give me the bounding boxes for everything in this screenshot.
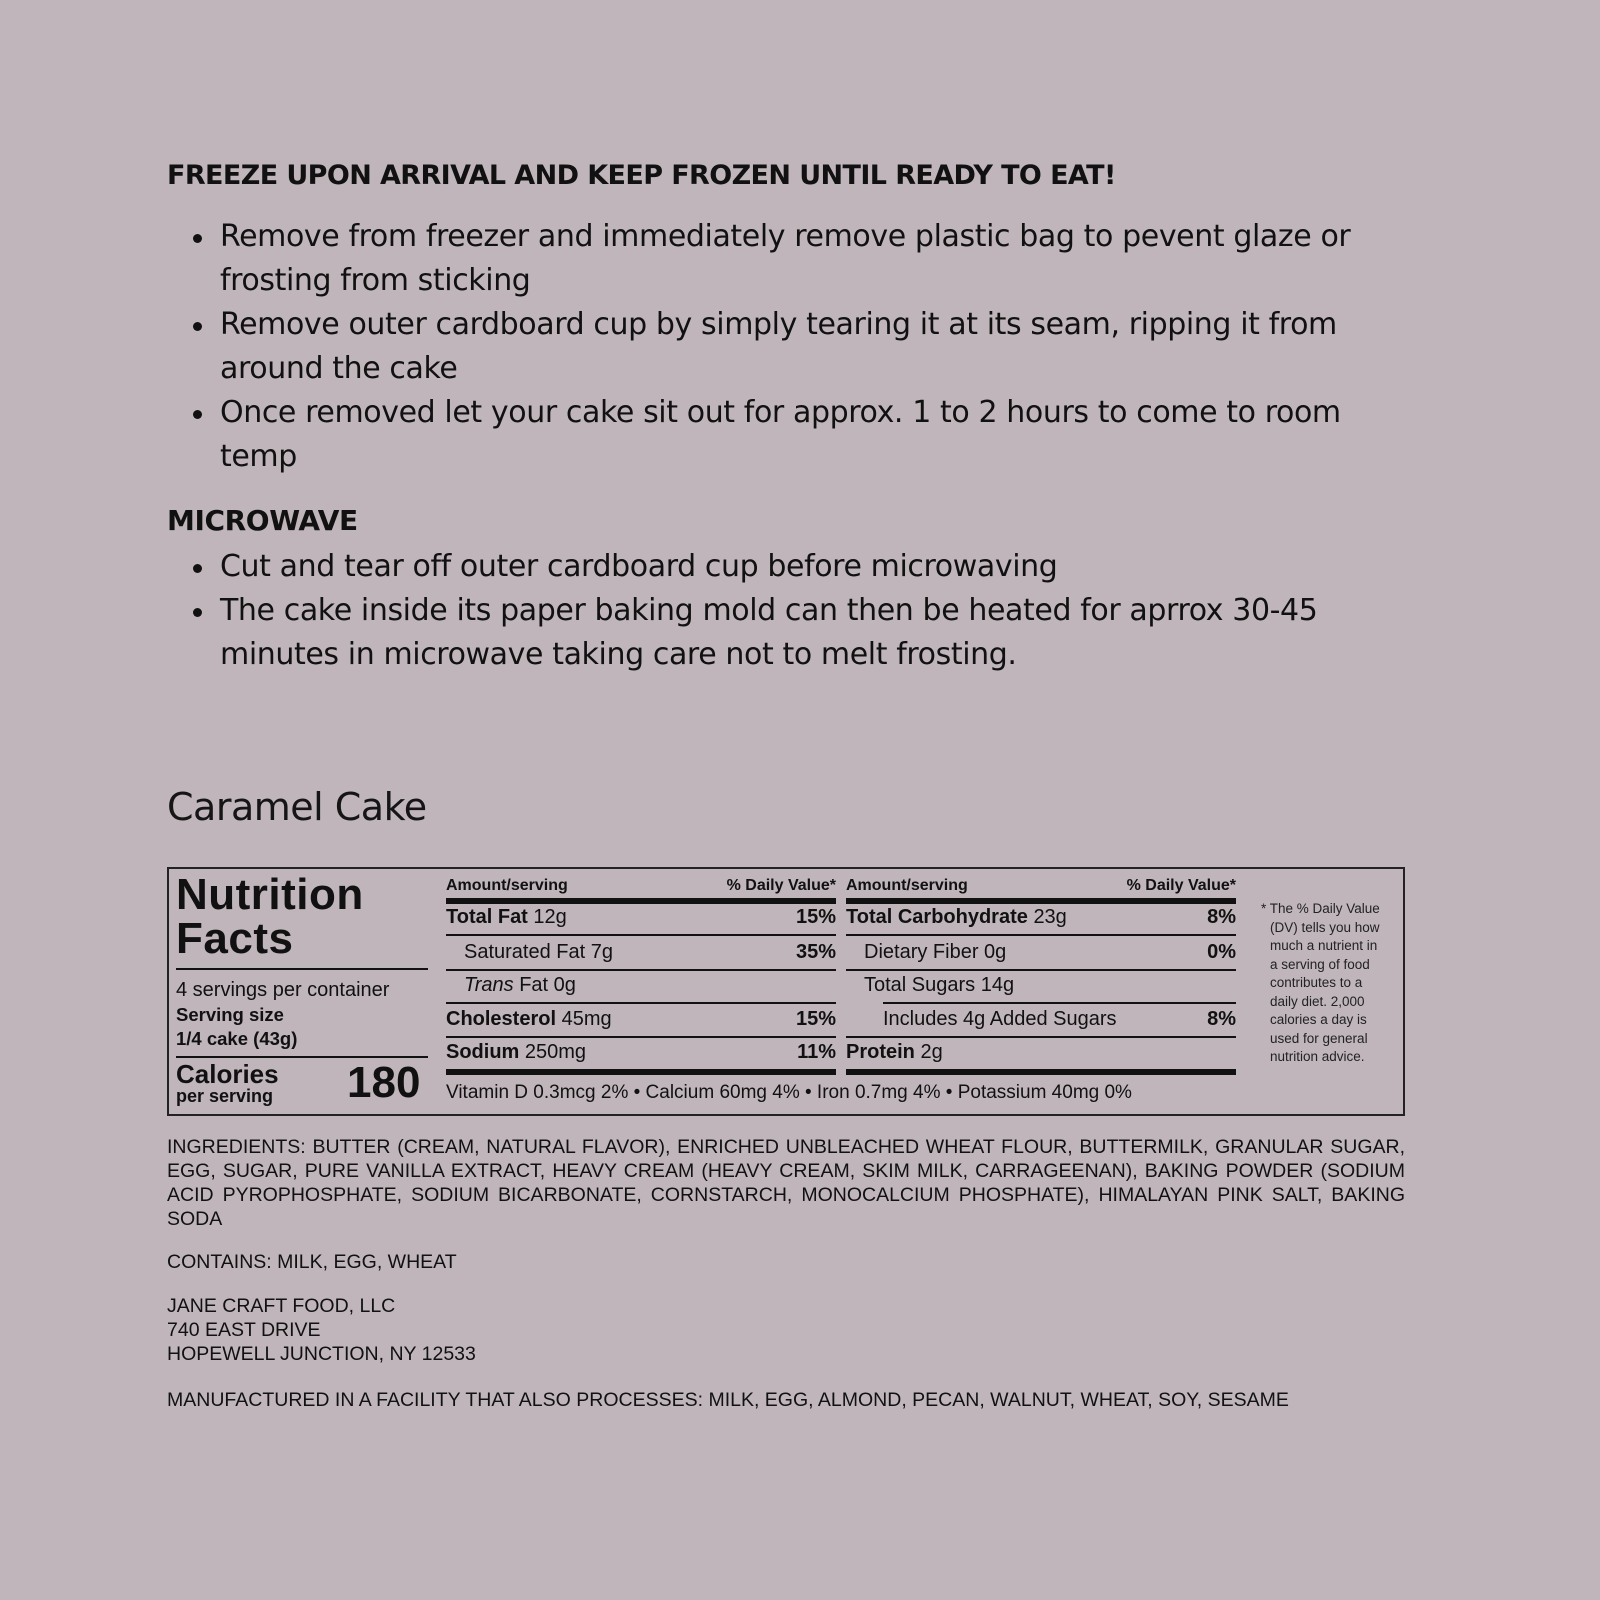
list-item (190, 545, 1410, 589)
nutrient-name: Fat (519, 974, 549, 996)
divider (846, 934, 1236, 936)
nutrient-amount: 0g (984, 941, 1007, 963)
nutrient-row (846, 906, 1236, 929)
thick-divider (446, 1069, 836, 1075)
nutrient-name: Dietary Fiber (864, 941, 979, 963)
nutrient-column-left (446, 869, 836, 1114)
nutrition-title-line1: Nutrition (176, 870, 364, 919)
footnote-line: daily diet. 2,000 (1270, 993, 1365, 1009)
nutrition-facts-panel (167, 867, 1405, 1116)
footnote-line: calories a day is (1270, 1012, 1367, 1027)
microwave-heading: MICROWAVE (167, 504, 358, 537)
calories-label: Calories (176, 1059, 279, 1089)
dv-header: % Daily Value* (1126, 877, 1236, 894)
footnote-line: contributes to a (1270, 975, 1363, 990)
nutrient-amount: 23g (1033, 906, 1067, 928)
nutrient-name: Saturated Fat (464, 941, 586, 963)
allergen-contains: CONTAINS: MILK, EGG, WHEAT (167, 1251, 457, 1273)
nutrient-dv: 8% (1207, 906, 1236, 928)
ingredients-text: INGREDIENTS: BUTTER (CREAM, NATURAL FLAVOR), ENRICHED UNBLEACHED WHEAT FLOUR, BUTTERMILK, GRANULAR SUGAR, EGG, SUGAR, PURE VANILLA EXTRACT, HEAVY CREAM (HEAVY CREAM, SKIM MILK, CARRAGEENAN), BAKING POWDER (SODIUM ACID PYROPHOSPHATE, SODIUM BICARBONATE, CORNSTARCH, MONOCALCIUM PHOSPHATE), HIMALAYAN PINK SALT, BAKING SODA (167, 1136, 1405, 1230)
nutrient-name: Sodium (446, 1041, 520, 1063)
bullet-icon (193, 564, 202, 573)
divider (176, 968, 428, 970)
nutrient-amount: 14g (980, 974, 1015, 996)
instruction-text: Cut and tear off outer cardboard cup before microwaving (220, 549, 1058, 584)
dv-header: % Daily Value* (726, 877, 836, 894)
calories-sublabel: per serving (176, 1086, 274, 1106)
microwave-instructions-list (190, 545, 1410, 677)
column-header (846, 877, 1236, 895)
list-item (190, 391, 1410, 479)
nutrient-name: Includes 4g Added Sugars (883, 1008, 1117, 1030)
nutrient-row (446, 906, 836, 929)
nutrient-dv: 11% (797, 1041, 836, 1063)
bullet-icon (193, 608, 202, 617)
divider (446, 969, 836, 971)
nutrient-dv: 8% (1207, 1008, 1236, 1030)
nutrient-dv: 0% (1207, 941, 1236, 963)
nutrient-dv: 35% (795, 941, 836, 963)
nutrient-amount: 250mg (524, 1041, 587, 1063)
divider (846, 1036, 1236, 1038)
list-item (190, 215, 1410, 303)
amount-header: Amount/serving (446, 877, 568, 894)
footnote-line: a serving of food (1270, 956, 1370, 972)
list-item (190, 589, 1410, 677)
nutrient-name: Total Sugars (864, 974, 976, 996)
thick-divider (846, 898, 1236, 904)
bullet-icon (193, 322, 202, 331)
freeze-instructions-list (190, 215, 1410, 479)
nutrient-row (446, 1041, 836, 1064)
divider (883, 1002, 1236, 1004)
nutrient-row (446, 941, 836, 964)
nutrient-row (846, 1008, 1236, 1031)
nutrient-name: Total Fat (446, 906, 528, 928)
footnote-line: used for general (1270, 1030, 1368, 1046)
divider (446, 1002, 836, 1004)
company-address-line1: 740 EAST DRIVE (167, 1319, 321, 1341)
nutrition-title-line2: Facts (176, 914, 294, 963)
micronutrients-line: Vitamin D 0.3mcg 2% • Calcium 60mg 4% • Iron 0.7mg 4% • Potassium 40mg 0% (446, 1082, 1132, 1103)
bullet-icon (193, 410, 202, 419)
daily-value-footnote (1261, 900, 1401, 1067)
divider (446, 934, 836, 936)
instruction-text: Remove from freezer and immediately remove plastic bag to pevent glaze or frosting from sticking (220, 219, 1351, 298)
divider (846, 969, 1236, 971)
footnote-line: * The % Daily Value (1261, 901, 1380, 916)
nutrient-name: Protein (846, 1041, 915, 1063)
calories-value: 180 (347, 1058, 421, 1107)
divider (446, 1036, 836, 1038)
nutrient-row (446, 974, 836, 997)
company-address-line2: HOPEWELL JUNCTION, NY 12533 (167, 1343, 476, 1365)
serving-size-value: 1/4 cake (43g) (176, 1028, 298, 1049)
nutrient-row (846, 941, 1236, 964)
nutrient-row (446, 1008, 836, 1031)
company-name: JANE CRAFT FOOD, LLC (167, 1295, 396, 1317)
freeze-heading: FREEZE UPON ARRIVAL AND KEEP FROZEN UNTIL READY TO EAT! (167, 160, 1116, 191)
nutrient-dv: 15% (795, 906, 836, 928)
nutrient-name: Cholesterol (446, 1008, 557, 1030)
servings-per-container: 4 servings per container (176, 979, 390, 1001)
footnote-line: (DV) tells you how (1270, 919, 1380, 935)
instruction-text: Once removed let your cake sit out for approx. 1 to 2 hours to come to room temp (220, 395, 1341, 474)
nutrient-amount: 45mg (561, 1008, 612, 1030)
instruction-text: The cake inside its paper baking mold can then be heated for aprrox 30-45 minutes in microwave taking care not to melt frosting. (220, 593, 1318, 672)
list-item (190, 303, 1410, 391)
serving-size-label: Serving size (176, 1004, 284, 1025)
nutrient-name-italic: Trans (464, 974, 514, 996)
thick-divider (846, 1069, 1236, 1075)
nutrient-amount: 0g (553, 974, 576, 996)
nutrient-row (846, 1041, 1236, 1064)
product-title: Caramel Cake (167, 785, 427, 829)
nutrient-row (846, 974, 1236, 997)
bullet-icon (193, 234, 202, 243)
footnote-line: much a nutrient in (1270, 938, 1378, 953)
column-header (446, 877, 836, 895)
nutrient-amount: 12g (533, 906, 567, 928)
facility-statement: MANUFACTURED IN A FACILITY THAT ALSO PROCESSES: MILK, EGG, ALMOND, PECAN, WALNUT, WHEAT, SOY, SESAME (167, 1389, 1289, 1411)
nutrient-amount: 2g (920, 1041, 943, 1063)
nutrient-name: Total Carbohydrate (846, 906, 1028, 928)
footnote-line: nutrition advice. (1270, 1049, 1365, 1064)
thick-divider (446, 898, 836, 904)
amount-header: Amount/serving (846, 877, 968, 894)
instruction-text: Remove outer cardboard cup by simply tearing it at its seam, ripping it from around the cake (220, 307, 1337, 386)
nutrient-column-right (846, 869, 1236, 1114)
nutrient-dv: 15% (795, 1008, 836, 1030)
nutrient-amount: 7g (590, 941, 613, 963)
